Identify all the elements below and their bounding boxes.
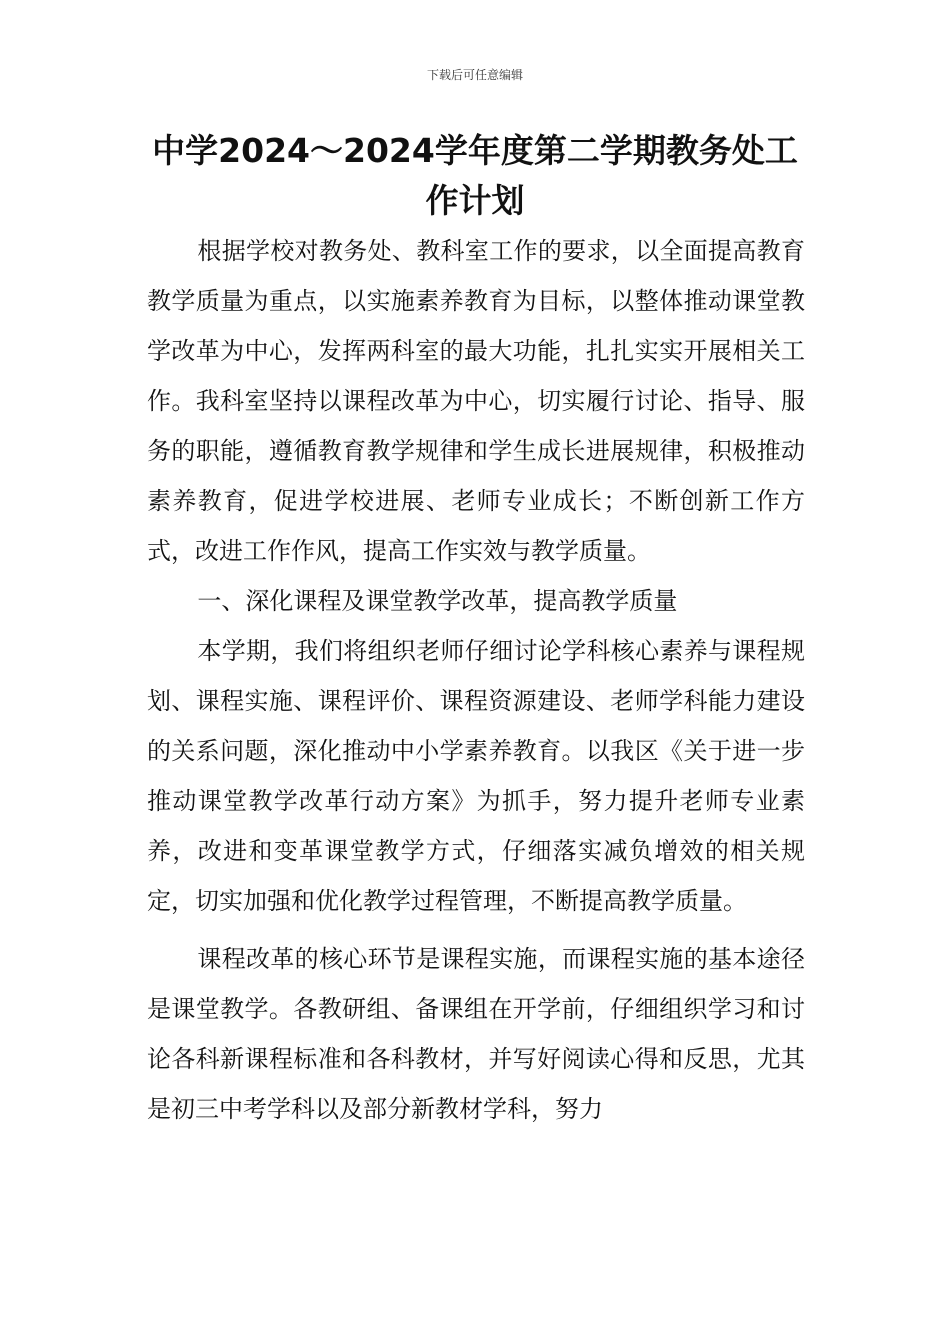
section-heading-1: 一、深化课程及课堂教学改革，提高教学质量 bbox=[197, 587, 678, 615]
header-note: 下载后可任意编辑 bbox=[426, 68, 523, 82]
section-1-paragraph-2: 课程改革的核心环节是课程实施，而课程实施的基本途径是课堂教学。各教研组、备课组在开学前，仔细组织学习和讨论各科新课程标准和各科教材，并写好阅读心得和反思，尤其是初三中考学科以及部分新教材学科，努力 bbox=[147, 945, 805, 1123]
document-title: 中学2024～2024学年度第二学期教务处工作计划 bbox=[152, 131, 798, 220]
intro-paragraph: 根据学校对教务处、教科室工作的要求，以全面提高教育教学质量为重点，以实施素养教育为目标，以整体推动课堂教学改革为中心，发挥两科室的最大功能，扎扎实实开展相关工作。我科室坚持以课程改革为中心，切实履行讨论、指导、服务的职能，遵循教育教学规律和学生成长进展规律，积极推动素养教育，促进学校进展、老师专业成长；不断创新工作方式，改进工作作风，提高工作实效与教学质量。 bbox=[147, 237, 805, 565]
section-1-paragraph-1: 本学期，我们将组织老师仔细讨论学科核心素养与课程规划、课程实施、课程评价、课程资源建设、老师学科能力建设的关系问题，深化推动中小学素养教育。以我区《关于进一步推动课堂教学改革行动方案》为抓手，努力提升老师专业素养，改进和变革课堂教学方式，仔细落实减负增效的相关规定，切实加强和优化教学过程管理，不断提高教学质量。 bbox=[147, 637, 805, 915]
document-body bbox=[147, 226, 805, 1134]
